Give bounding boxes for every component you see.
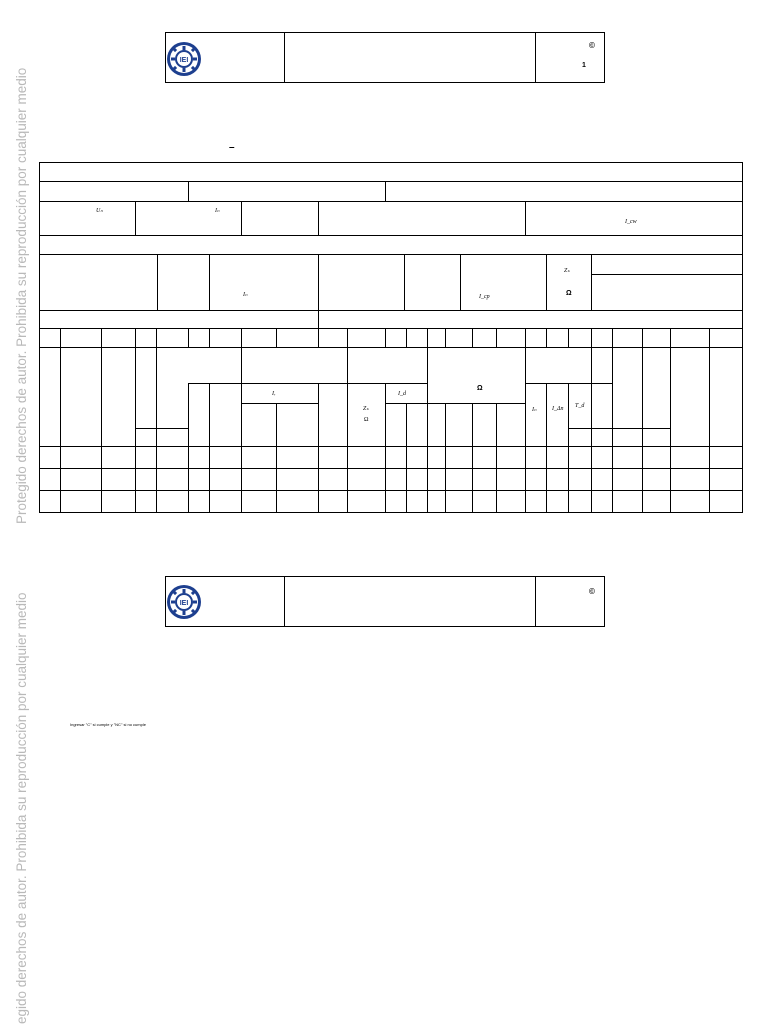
form-header-2 — [165, 576, 605, 627]
label-in-mid: Iₙ — [243, 292, 248, 298]
label-ir-low: Iᵣ — [272, 391, 276, 397]
label-id: I_d — [398, 391, 406, 397]
label-icw: I_cw — [625, 219, 637, 225]
logo-lettering: IEI — [179, 57, 189, 64]
copyright-mark-2: © — [589, 587, 595, 596]
instruction-note: Ingresar "C" si cumple y "NC" si no cumple — [70, 722, 146, 727]
logo-lettering-2: IEI — [179, 600, 189, 607]
label-td: T_d — [575, 403, 585, 409]
label-ohm-low: Ω — [364, 417, 369, 423]
copyright-mark: © — [589, 41, 595, 50]
label-zs-low: Zₛ — [363, 406, 369, 412]
watermark-text-1: Protegido derechos de autor. Prohibida su reproducción por cualquier medio — [14, 67, 29, 524]
label-idn: I_Δn — [552, 406, 564, 412]
institution-logo-2 — [166, 584, 202, 620]
watermark-text-2: egido derechos de autor. Prohibida su reproducción por cualquier medio — [14, 592, 29, 1024]
label-zs-top: Zₛ — [564, 268, 570, 274]
label-in-low: Iₙ — [532, 407, 537, 413]
dash-mark: – — [229, 142, 235, 153]
label-in-top: Iₙ — [215, 208, 220, 214]
label-un: Uₙ — [96, 208, 103, 214]
label-ohm-top: Ω — [566, 290, 572, 297]
label-icp: I_cp — [479, 294, 490, 300]
label-ohm-big: Ω — [477, 385, 483, 392]
page-number: 1 — [582, 62, 586, 69]
